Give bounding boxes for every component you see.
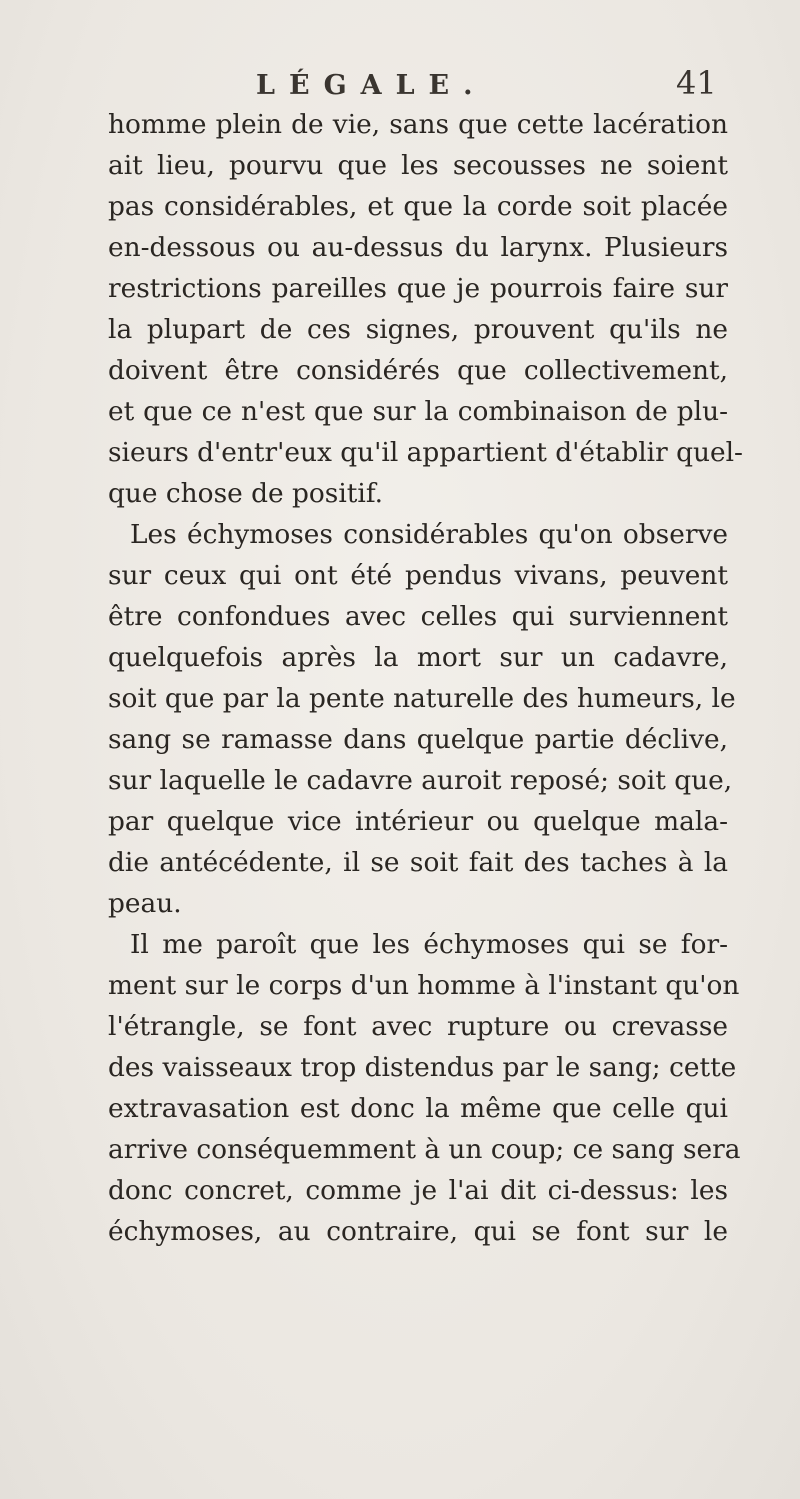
text-line: échymoses, au contraire, qui se font sur le bbox=[108, 1216, 728, 1247]
text-line: die antécédente, il se soit fait des taches à la bbox=[108, 847, 728, 878]
running-title: LÉGALE. bbox=[256, 70, 487, 101]
text-line: sieurs d'entr'eux qu'il appartient d'établir quel- bbox=[108, 437, 743, 468]
text-line: doivent être considérés que collectivement, bbox=[108, 355, 728, 386]
text-line: extravasation est donc la même que celle qui bbox=[108, 1093, 728, 1124]
text-line: ait lieu, pourvu que les secousses ne soient bbox=[108, 150, 728, 181]
text-line: l'étrangle, se font avec rupture ou crevasse bbox=[108, 1011, 728, 1042]
paragraph-start-line: Les échymoses considérables qu'on observe bbox=[130, 519, 728, 550]
paragraph-start-line: Il me paroît que les échymoses qui se for- bbox=[130, 929, 728, 960]
page-number: 41 bbox=[676, 64, 717, 102]
text-line: que chose de positif. bbox=[108, 478, 384, 509]
text-line: restrictions pareilles que je pourrois faire sur bbox=[108, 273, 728, 304]
text-line: et que ce n'est que sur la combinaison de plu- bbox=[108, 396, 728, 427]
text-line: sur ceux qui ont été pendus vivans, peuvent bbox=[108, 560, 728, 591]
text-line: sang se ramasse dans quelque partie déclive, bbox=[108, 724, 728, 755]
text-line: ment sur le corps d'un homme à l'instant qu'on bbox=[108, 970, 740, 1001]
text-line: quelquefois après la mort sur un cadavre, bbox=[108, 642, 728, 673]
text-line: donc concret, comme je l'ai dit ci-dessus: les bbox=[108, 1175, 728, 1206]
text-line: homme plein de vie, sans que cette lacération bbox=[108, 109, 728, 140]
text-line: être confondues avec celles qui surviennent bbox=[108, 601, 728, 632]
text-line: pas considérables, et que la corde soit placée bbox=[108, 191, 728, 222]
text-line: la plupart de ces signes, prouvent qu'ils ne bbox=[108, 314, 728, 345]
text-line: soit que par la pente naturelle des humeurs, le bbox=[108, 683, 736, 714]
text-line: peau. bbox=[108, 888, 182, 919]
text-line: sur laquelle le cadavre auroit reposé; soit que, bbox=[108, 765, 733, 796]
text-line: par quelque vice intérieur ou quelque mala- bbox=[108, 806, 728, 837]
body-text bbox=[108, 104, 743, 1252]
text-line: en-dessous ou au-dessus du larynx. Plusieurs bbox=[108, 232, 728, 263]
text-line: arrive conséquemment à un coup; ce sang sera bbox=[108, 1134, 741, 1165]
text-line: des vaisseaux trop distendus par le sang; cette bbox=[108, 1052, 737, 1083]
